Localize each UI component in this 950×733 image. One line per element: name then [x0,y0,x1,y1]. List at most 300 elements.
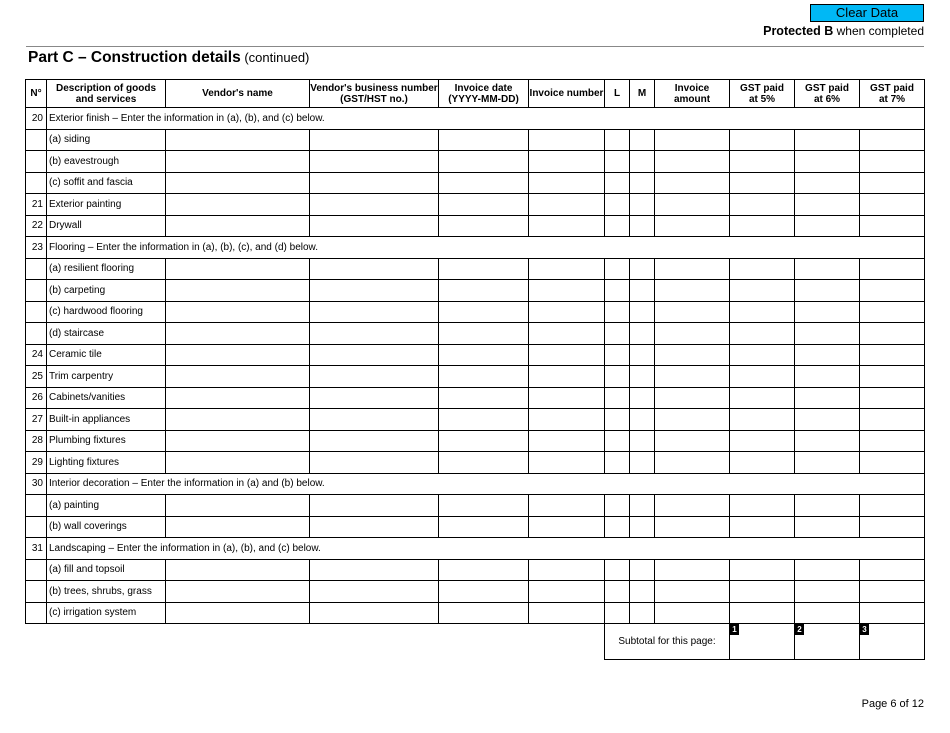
item-description: (a) resilient flooring [47,258,166,280]
l-field[interactable] [605,516,630,538]
invoice-number-field[interactable] [529,323,605,345]
invoice-number-field[interactable] [529,559,605,581]
table-row [26,495,925,517]
vendor-name-field[interactable] [166,301,310,323]
m-field[interactable] [630,409,655,431]
gst-5-field[interactable] [730,559,795,581]
gst-7-field[interactable] [860,258,925,280]
business-number-field[interactable] [310,258,439,280]
business-number-field[interactable] [310,151,439,173]
col-bn-line2: (GST/HST no.) [340,93,408,105]
l-field[interactable] [605,409,630,431]
vendor-name-field[interactable] [166,344,310,366]
subtotal-label: Subtotal for this page: [605,624,730,660]
line-number [26,495,47,517]
l-field[interactable] [605,581,630,603]
subtotal-gst-7-field[interactable] [860,624,925,660]
table-row [26,215,925,237]
business-number-field[interactable] [310,387,439,409]
section-row [26,237,925,259]
gst-5-field[interactable] [730,516,795,538]
line-number: 25 [26,366,47,388]
invoice-amount-field[interactable] [655,516,730,538]
invoice-number-field[interactable] [529,581,605,603]
line-number [26,280,47,302]
business-number-field[interactable] [310,366,439,388]
col-gst5-line2: at 5% [748,93,776,105]
gst-7-field[interactable] [860,323,925,345]
subtotal-spacer [26,624,605,660]
col-gst5-line1: GST paid [740,82,784,94]
invoice-date-field[interactable] [439,452,529,474]
vendor-name-field[interactable] [166,151,310,173]
l-field[interactable] [605,495,630,517]
invoice-amount-field[interactable] [655,344,730,366]
m-field[interactable] [630,559,655,581]
col-gst-6 [795,80,860,108]
gst-6-field[interactable] [795,280,860,302]
vendor-name-field[interactable] [166,215,310,237]
invoice-date-field[interactable] [439,366,529,388]
line-number: 27 [26,409,47,431]
l-field[interactable] [605,151,630,173]
invoice-amount-field[interactable] [655,258,730,280]
invoice-date-field[interactable] [439,581,529,603]
line-number [26,323,47,345]
invoice-number-field[interactable] [529,258,605,280]
l-field[interactable] [605,452,630,474]
gst-5-field[interactable] [730,215,795,237]
gst-7-field[interactable] [860,366,925,388]
gst-5-field[interactable] [730,495,795,517]
m-field[interactable] [630,344,655,366]
business-number-field[interactable] [310,452,439,474]
table-row [26,323,925,345]
invoice-amount-field[interactable] [655,452,730,474]
invoice-date-field[interactable] [439,387,529,409]
subtotal-gst-6-field[interactable] [795,624,860,660]
item-description: Landscaping – Enter the information in (a), (b), and (c) below. [47,538,925,560]
clear-data-button[interactable]: Clear Data [810,4,924,22]
gst-7-field[interactable] [860,559,925,581]
construction-details-table [25,79,925,660]
invoice-date-field[interactable] [439,430,529,452]
vendor-name-field[interactable] [166,172,310,194]
vendor-name-field[interactable] [166,366,310,388]
invoice-date-field[interactable] [439,344,529,366]
item-description: (d) staircase [47,323,166,345]
invoice-number-field[interactable] [529,387,605,409]
m-field[interactable] [630,258,655,280]
l-field[interactable] [605,602,630,624]
business-number-field[interactable] [310,430,439,452]
line-number: 24 [26,344,47,366]
table-row [26,366,925,388]
gst-5-field[interactable] [730,387,795,409]
item-description: Drywall [47,215,166,237]
invoice-amount-field[interactable] [655,430,730,452]
invoice-number-field[interactable] [529,151,605,173]
gst-6-field[interactable] [795,344,860,366]
invoice-date-field[interactable] [439,151,529,173]
gst-7-field[interactable] [860,495,925,517]
business-number-field[interactable] [310,602,439,624]
col-gst-5 [730,80,795,108]
subtotal-gst-5-field[interactable] [730,624,795,660]
invoice-date-field[interactable] [439,215,529,237]
gst-6-field[interactable] [795,151,860,173]
m-field[interactable] [630,194,655,216]
gst-7-field[interactable] [860,301,925,323]
gst-6-field[interactable] [795,215,860,237]
item-description: (c) hardwood flooring [47,301,166,323]
business-number-field[interactable] [310,129,439,151]
section-row [26,108,925,130]
gst-7-field[interactable] [860,194,925,216]
vendor-name-field[interactable] [166,495,310,517]
gst-6-field[interactable] [795,258,860,280]
table-row [26,151,925,173]
invoice-date-field[interactable] [439,301,529,323]
protected-status [763,24,924,38]
gst-5-field[interactable] [730,323,795,345]
invoice-amount-field[interactable] [655,172,730,194]
business-number-field[interactable] [310,172,439,194]
line-number [26,516,47,538]
vendor-name-field[interactable] [166,280,310,302]
invoice-number-field[interactable] [529,409,605,431]
gst-7-field[interactable] [860,344,925,366]
gst-6-field[interactable] [795,559,860,581]
gst-5-field[interactable] [730,581,795,603]
invoice-amount-field[interactable] [655,280,730,302]
vendor-name-field[interactable] [166,323,310,345]
invoice-number-field[interactable] [529,280,605,302]
box-1-badge: 1 [730,624,739,635]
line-number: 26 [26,387,47,409]
gst-5-field[interactable] [730,172,795,194]
item-description: (b) eavestrough [47,151,166,173]
invoice-amount-field[interactable] [655,129,730,151]
line-number: 28 [26,430,47,452]
table-row [26,194,925,216]
gst-6-field[interactable] [795,194,860,216]
line-number: 22 [26,215,47,237]
gst-5-field[interactable] [730,344,795,366]
l-field[interactable] [605,344,630,366]
vendor-name-field[interactable] [166,129,310,151]
m-field[interactable] [630,151,655,173]
col-amount-line2: amount [673,93,711,105]
m-field[interactable] [630,430,655,452]
m-field[interactable] [630,172,655,194]
line-number [26,602,47,624]
subtotal-row [26,624,925,660]
page-number: Page 6 of 12 [861,698,924,710]
l-field[interactable] [605,301,630,323]
invoice-number-field[interactable] [529,366,605,388]
gst-7-field[interactable] [860,602,925,624]
gst-7-field[interactable] [860,151,925,173]
item-description: (b) carpeting [47,280,166,302]
gst-6-field[interactable] [795,516,860,538]
invoice-date-field[interactable] [439,129,529,151]
gst-5-field[interactable] [730,258,795,280]
invoice-date-field[interactable] [439,602,529,624]
l-field[interactable] [605,280,630,302]
item-description: (a) painting [47,495,166,517]
header-divider [26,46,924,47]
business-number-field[interactable] [310,409,439,431]
invoice-date-field[interactable] [439,495,529,517]
m-field[interactable] [630,516,655,538]
protected-label: Protected B [763,24,834,38]
part-subtitle: (continued) [240,50,310,65]
m-field[interactable] [630,280,655,302]
invoice-amount-field[interactable] [655,194,730,216]
box-2-badge: 2 [795,624,804,635]
l-field[interactable] [605,430,630,452]
gst-6-field[interactable] [795,430,860,452]
invoice-amount-field[interactable] [655,602,730,624]
gst-7-field[interactable] [860,387,925,409]
col-amount-line1: Invoice [674,82,710,94]
table-row [26,129,925,151]
m-field[interactable] [630,301,655,323]
gst-6-field[interactable] [795,366,860,388]
item-description: Exterior painting [47,194,166,216]
item-description: Built-in appliances [47,409,166,431]
business-number-field[interactable] [310,280,439,302]
gst-5-field[interactable] [730,452,795,474]
gst-7-field[interactable] [860,409,925,431]
gst-6-field[interactable] [795,452,860,474]
item-description: Trim carpentry [47,366,166,388]
m-field[interactable] [630,215,655,237]
invoice-number-field[interactable] [529,344,605,366]
invoice-number-field[interactable] [529,602,605,624]
gst-7-field[interactable] [860,430,925,452]
l-field[interactable] [605,258,630,280]
col-gst-7 [860,80,925,108]
line-number [26,258,47,280]
item-description: (b) trees, shrubs, grass [47,581,166,603]
box-3-badge: 3 [860,624,869,635]
invoice-date-field[interactable] [439,409,529,431]
invoice-amount-field[interactable] [655,581,730,603]
m-field[interactable] [630,581,655,603]
gst-5-field[interactable] [730,151,795,173]
vendor-name-field[interactable] [166,452,310,474]
invoice-amount-field[interactable] [655,215,730,237]
col-gst6-line1: GST paid [805,82,849,94]
invoice-date-field[interactable] [439,258,529,280]
col-no: N° [26,80,47,108]
line-number: 23 [26,237,47,259]
gst-5-field[interactable] [730,366,795,388]
invoice-number-field[interactable] [529,495,605,517]
business-number-field[interactable] [310,323,439,345]
invoice-number-field[interactable] [529,129,605,151]
l-field[interactable] [605,559,630,581]
vendor-name-field[interactable] [166,258,310,280]
invoice-date-field[interactable] [439,559,529,581]
vendor-name-field[interactable] [166,409,310,431]
gst-6-field[interactable] [795,602,860,624]
invoice-amount-field[interactable] [655,151,730,173]
gst-5-field[interactable] [730,430,795,452]
table-row [26,430,925,452]
gst-6-field[interactable] [795,495,860,517]
vendor-name-field[interactable] [166,602,310,624]
col-description [47,80,166,108]
invoice-amount-field[interactable] [655,366,730,388]
col-invoice-date [439,80,529,108]
business-number-field[interactable] [310,559,439,581]
business-number-field[interactable] [310,215,439,237]
gst-7-field[interactable] [860,215,925,237]
item-description: Plumbing fixtures [47,430,166,452]
item-description: (c) irrigation system [47,602,166,624]
line-number [26,129,47,151]
item-description: Interior decoration – Enter the information in (a) and (b) below. [47,473,925,495]
l-field[interactable] [605,323,630,345]
line-number: 20 [26,108,47,130]
invoice-number-field[interactable] [529,452,605,474]
col-invoice-amount [655,80,730,108]
table-row [26,409,925,431]
invoice-amount-field[interactable] [655,559,730,581]
gst-7-field[interactable] [860,280,925,302]
table-row [26,301,925,323]
business-number-field[interactable] [310,194,439,216]
gst-7-field[interactable] [860,516,925,538]
gst-7-field[interactable] [860,581,925,603]
gst-7-field[interactable] [860,452,925,474]
section-row [26,538,925,560]
vendor-name-field[interactable] [166,387,310,409]
l-field[interactable] [605,129,630,151]
business-number-field[interactable] [310,516,439,538]
item-description: Ceramic tile [47,344,166,366]
gst-6-field[interactable] [795,387,860,409]
business-number-field[interactable] [310,344,439,366]
table-row [26,516,925,538]
invoice-number-field[interactable] [529,172,605,194]
invoice-amount-field[interactable] [655,387,730,409]
gst-7-field[interactable] [860,129,925,151]
item-description: (a) siding [47,129,166,151]
line-number [26,151,47,173]
invoice-date-field[interactable] [439,194,529,216]
gst-5-field[interactable] [730,602,795,624]
invoice-amount-field[interactable] [655,409,730,431]
l-field[interactable] [605,194,630,216]
item-description: (a) fill and topsoil [47,559,166,581]
business-number-field[interactable] [310,301,439,323]
invoice-number-field[interactable] [529,301,605,323]
invoice-amount-field[interactable] [655,495,730,517]
invoice-amount-field[interactable] [655,301,730,323]
col-gst6-line2: at 6% [813,93,841,105]
table-row [26,172,925,194]
invoice-date-field[interactable] [439,280,529,302]
vendor-name-field[interactable] [166,581,310,603]
l-field[interactable] [605,215,630,237]
page-title [28,49,309,67]
invoice-date-field[interactable] [439,323,529,345]
gst-5-field[interactable] [730,194,795,216]
table-row [26,344,925,366]
business-number-field[interactable] [310,581,439,603]
gst-6-field[interactable] [795,301,860,323]
invoice-amount-field[interactable] [655,323,730,345]
col-vendor-name: Vendor's name [166,80,310,108]
business-number-field[interactable] [310,495,439,517]
col-gst7-line1: GST paid [870,82,914,94]
col-date-line2: (YYYY-MM-DD) [448,93,519,105]
vendor-name-field[interactable] [166,430,310,452]
gst-5-field[interactable] [730,301,795,323]
m-field[interactable] [630,366,655,388]
gst-5-field[interactable] [730,280,795,302]
table-row [26,559,925,581]
l-field[interactable] [605,172,630,194]
gst-6-field[interactable] [795,409,860,431]
invoice-number-field[interactable] [529,215,605,237]
gst-6-field[interactable] [795,172,860,194]
gst-6-field[interactable] [795,129,860,151]
vendor-name-field[interactable] [166,516,310,538]
m-field[interactable] [630,495,655,517]
vendor-name-field[interactable] [166,194,310,216]
m-field[interactable] [630,387,655,409]
table-row [26,581,925,603]
vendor-name-field[interactable] [166,559,310,581]
l-field[interactable] [605,387,630,409]
gst-7-field[interactable] [860,172,925,194]
gst-5-field[interactable] [730,409,795,431]
line-number [26,559,47,581]
invoice-date-field[interactable] [439,172,529,194]
line-number [26,581,47,603]
invoice-number-field[interactable] [529,430,605,452]
m-field[interactable] [630,129,655,151]
line-number: 30 [26,473,47,495]
invoice-date-field[interactable] [439,516,529,538]
col-business-number [310,80,439,108]
table-row [26,602,925,624]
item-description: (c) soffit and fascia [47,172,166,194]
section-row [26,473,925,495]
line-number: 29 [26,452,47,474]
gst-6-field[interactable] [795,581,860,603]
m-field[interactable] [630,452,655,474]
col-invoice-number: Invoice number [529,80,605,108]
l-field[interactable] [605,366,630,388]
line-number: 21 [26,194,47,216]
invoice-number-field[interactable] [529,516,605,538]
gst-6-field[interactable] [795,323,860,345]
table-row [26,258,925,280]
header-row [26,80,925,108]
table-row [26,280,925,302]
m-field[interactable] [630,602,655,624]
col-l: L [605,80,630,108]
m-field[interactable] [630,323,655,345]
gst-5-field[interactable] [730,129,795,151]
invoice-number-field[interactable] [529,194,605,216]
